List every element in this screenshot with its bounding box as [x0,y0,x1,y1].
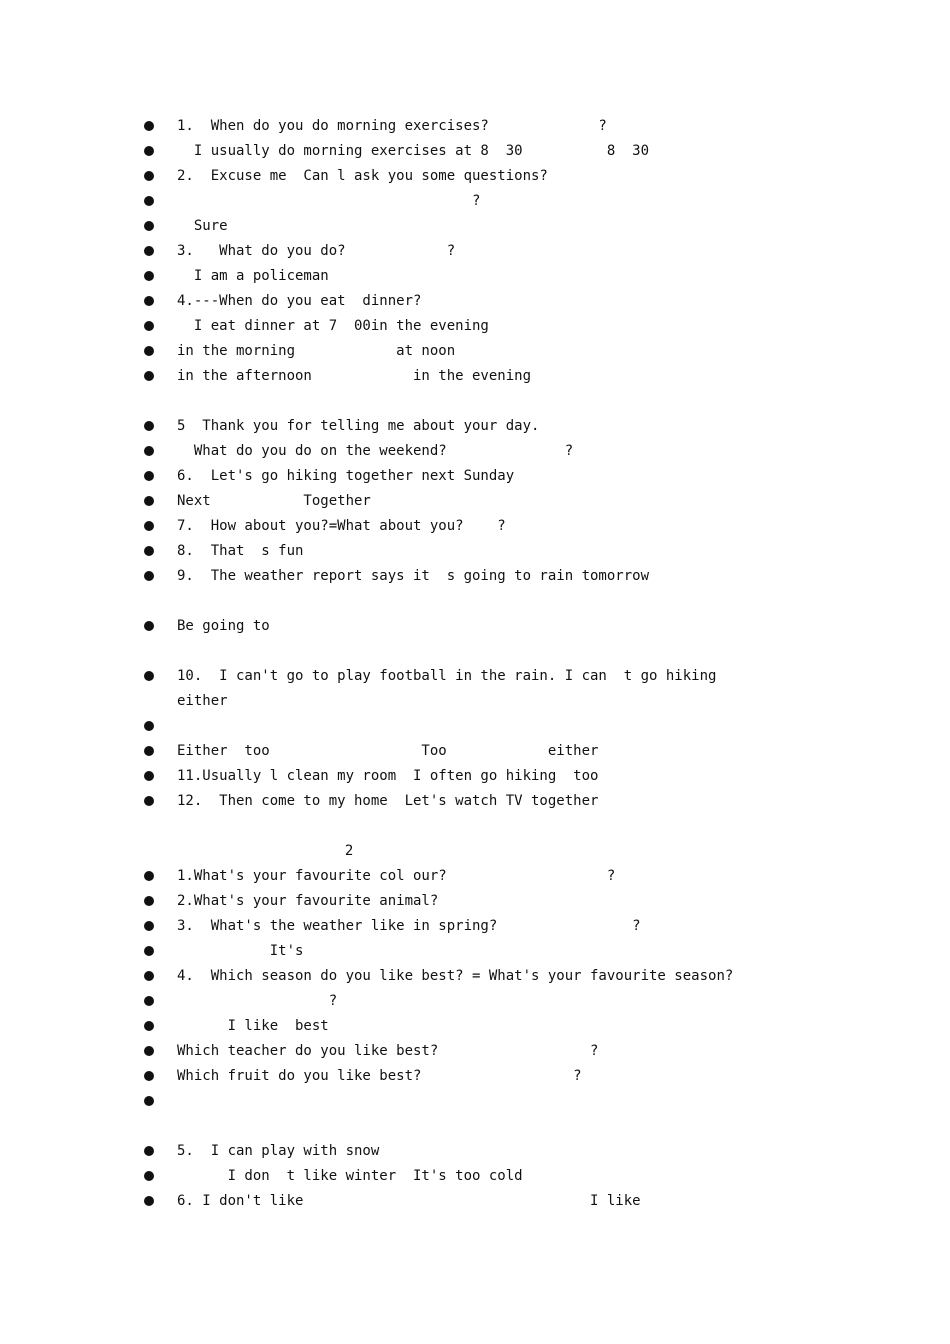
bullet-icon [144,196,154,206]
list-item-text: 3. What's the weather like in spring? ? [177,918,641,934]
list-item-text: 6. I don't like I like [177,1193,658,1209]
list-item-text: in the morning at noon [177,343,481,359]
bullet-icon [144,571,154,581]
list-item-text: Which fruit do you like best? ? [177,1068,582,1084]
list-item [140,264,820,289]
bullet-icon [144,1071,154,1081]
list-item-text: 4.---When do you eat dinner? [177,293,481,309]
bullet-icon [144,246,154,256]
list-item-text: ? [177,993,338,1009]
list-item [140,239,820,264]
list-item-text: I don t like winter It's too cold [177,1168,641,1184]
list-item [140,314,820,339]
list-item [140,564,820,614]
blank-line [140,1114,820,1139]
list-item [140,464,820,489]
bullet-icon [144,771,154,781]
bullet-icon [144,1196,154,1206]
bullet-icon [144,1171,154,1181]
list-item-text: 2.What's your favourite animal? [177,893,616,909]
list-item [140,989,820,1014]
list-item [140,364,820,389]
list-item [140,164,820,189]
list-item-text: 5 Thank you for telling me about your day. [177,418,650,434]
bullet-icon [144,471,154,481]
bullet-icon [144,496,154,506]
bullet-icon [144,671,154,681]
list-item-text: Be going to [177,618,439,634]
blank-line [140,639,820,664]
list-item [140,214,820,239]
list-item-text [177,714,797,739]
list-item [140,414,820,439]
list-item [140,489,820,514]
list-item-text: 10. I can't go to play football in the rain. I can t go hiking either [177,668,717,709]
bullet-icon [144,971,154,981]
list-item-text: ? [177,193,481,209]
bullet-icon [144,221,154,231]
list-item-text: Either too Too either [177,743,709,759]
list-item-text: It's [177,943,321,959]
list-item [140,1014,820,1039]
list-item-text: in the afternoon in the evening [177,368,565,384]
list-item [140,964,820,989]
bullet-icon [144,796,154,806]
bullet-icon [144,546,154,556]
list-item [140,864,820,889]
bullet-icon [144,171,154,181]
list-item [140,439,820,464]
bullet-icon [144,321,154,331]
list-item-text: I eat dinner at 7 00in the evening [177,318,574,334]
list-item [140,339,820,364]
list-item [140,1139,820,1164]
list-item-text: 7. How about you?=What about you? ? [177,518,506,534]
bullet-icon [144,896,154,906]
list-item [140,789,820,839]
bullet-icon [144,421,154,431]
list-item [140,139,820,164]
bullet-icon [144,921,154,931]
bullet-icon [144,121,154,131]
bullet-icon [144,371,154,381]
list-item [140,539,820,564]
bullet-icon [144,1096,154,1106]
list-item-text: 1. When do you do morning exercises? ? [177,118,607,134]
list-item [140,289,820,314]
list-item-text: Which teacher do you like best? ? [177,1043,599,1059]
list-item [140,889,820,914]
bullet-icon [144,521,154,531]
list-item-text: 5. I can play with snow [177,1143,430,1159]
list-item [140,1039,820,1064]
list-item-text: I usually do morning exercises at 8 30 8 30 [177,143,675,159]
bullet-icon [144,296,154,306]
list-item [140,114,820,139]
list-item [140,1164,820,1189]
list-item [140,714,820,739]
bullet-icon [144,996,154,1006]
list-item-text: 3. What do you do? ? [177,243,456,259]
list-item-text: 11.Usually l clean my room I often go hiking too [177,768,607,784]
list-item [140,614,820,639]
list-item [140,189,820,214]
list-item-text: 9. The weather report says it s going to rain tomorrow [177,568,650,584]
list-item-text: 12. Then come to my home Let's watch TV together [177,793,599,809]
list-item-text: Next Together [177,493,405,509]
list-item-text: Sure [177,218,237,234]
list-item [140,764,820,789]
list-item [140,514,820,539]
bullet-icon [144,271,154,281]
blank-line [140,389,820,414]
list-item-text: 8. That s fun [177,543,346,559]
bullet-icon [144,721,154,731]
list-item-text: 2. Excuse me Can l ask you some questions? [177,168,548,184]
bullet-icon [144,346,154,356]
list-item-text: I like best [177,1018,464,1034]
list-item [140,1064,820,1089]
bullet-icon [144,1021,154,1031]
bullet-icon [144,446,154,456]
bullet-icon [144,146,154,156]
list-item [140,739,820,764]
list-item-text: 1.What's your favourite col our? ? [177,868,616,884]
section-heading: 2 [328,843,371,859]
bullet-icon [144,871,154,881]
list-item [140,1089,820,1114]
bullet-icon [144,1146,154,1156]
list-item-text: What do you do on the weekend? ? [177,443,574,459]
bullet-icon [144,621,154,631]
list-item-text: I am a policeman [177,268,380,284]
list-item [140,1189,820,1214]
bullet-icon [144,1046,154,1056]
bullet-icon [144,946,154,956]
list-item [140,664,820,714]
list-item-text: 6. Let's go hiking together next Sunday [177,468,641,484]
list-item [140,939,820,964]
list-item [140,914,820,939]
document-body [140,114,820,1214]
list-item-text: 4. Which season do you like best? = What's your favourite season? [177,968,734,984]
bullet-icon [144,746,154,756]
